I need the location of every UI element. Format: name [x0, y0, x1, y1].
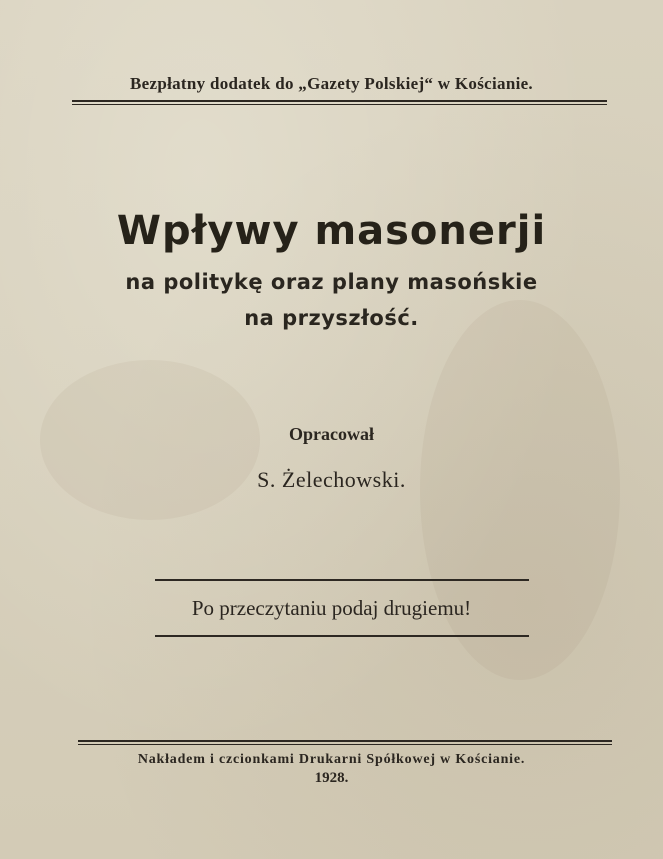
- subtitle-line-1: na politykę oraz plany masońskie: [125, 270, 538, 294]
- footer-rule-bottom: [78, 744, 612, 745]
- publication-year: 1928.: [314, 770, 349, 786]
- subtitle-line-2: na przyszłość.: [244, 306, 419, 330]
- author-label: Opracował: [289, 424, 374, 444]
- motto-rule-top: [155, 579, 529, 581]
- header-rule-bottom: [72, 104, 607, 105]
- motto-rule-bottom: [155, 635, 529, 637]
- publisher-line: Nakładem i czcionkami Drukarni Spółkowej w Kościanie.: [137, 752, 526, 767]
- motto-text: Po przeczytaniu podaj drugiemu!: [191, 596, 472, 620]
- page-title: Wpływy masonerji: [116, 208, 547, 254]
- author-name: S. Żelechowski.: [257, 467, 406, 492]
- supplement-header: Bezpłatny dodatek do „Gazety Polskiej“ w Kościanie.: [130, 74, 533, 93]
- header-rule-top: [72, 100, 607, 102]
- footer-rule-top: [78, 740, 612, 742]
